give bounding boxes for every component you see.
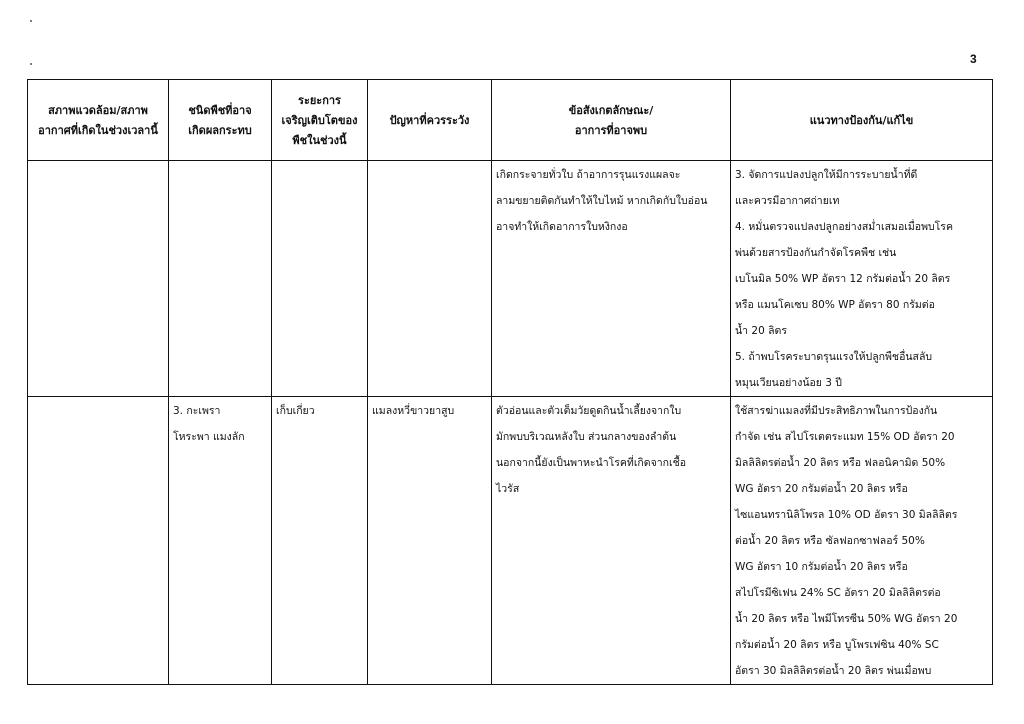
scan-speck bbox=[30, 20, 32, 22]
cell-symptoms: เกิดกระจายทั่วใบ ถ้าอาการรุนแรงแผลจะ ลามขยายติดกันทำให้ใบไหม้ หากเกิดกับใบอ่อน อาจทำให้เกิดอาการใบหงิกงอ bbox=[492, 161, 731, 397]
cell-condition bbox=[28, 397, 169, 685]
header-symptoms: ข้อสังเกตลักษณะ/ อาการที่อาจพบ bbox=[492, 80, 731, 161]
cell-problem bbox=[368, 161, 492, 397]
header-growth-stage: ระยะการ เจริญเติบโตของ พืชในช่วงนี้ bbox=[272, 80, 368, 161]
cell-growth-stage bbox=[272, 161, 368, 397]
scan-speck bbox=[30, 63, 32, 65]
cell-crop: 3. กะเพรา โหระพา แมงลัก bbox=[169, 397, 272, 685]
cell-problem: แมลงหวี่ขาวยาสูบ bbox=[368, 397, 492, 685]
table-row bbox=[28, 397, 993, 685]
header-condition: สภาพแวดล้อม/สภาพ อากาศที่เกิดในช่วงเวลานี้ bbox=[28, 80, 169, 161]
page-number: 3 bbox=[970, 52, 977, 66]
cell-condition bbox=[28, 161, 169, 397]
table-row bbox=[28, 161, 993, 397]
cell-crop bbox=[169, 161, 272, 397]
cell-growth-stage: เก็บเกี่ยว bbox=[272, 397, 368, 685]
header-prevention: แนวทางป้องกัน/แก้ไข bbox=[731, 80, 993, 161]
header-crop: ชนิดพืชที่อาจ เกิดผลกระทบ bbox=[169, 80, 272, 161]
cell-prevention: 3. จัดการแปลงปลูกให้มีการระบายน้ำที่ดี และควรมีอากาศถ่ายเท 4. หมั่นตรวจแปลงปลูกอย่างสม่ำเสมอเมื่อพบโรค พ่นด้วยสารป้องกันกำจัดโรคพืช เช่น เบโนมิล 50% WP อัตรา 12 กรัมต่อน้ำ 20 ลิตร หรือ แมนโคเซบ 80% WP อัตรา 80 กรัมต่อ น้ำ 20 ลิตร 5. ถ้าพบโรคระบาดรุนแรงให้ปลูกพืชอื่นสลับ หมุนเวียนอย่างน้อย 3 ปี bbox=[731, 161, 993, 397]
header-problem: ปัญหาที่ควรระวัง bbox=[368, 80, 492, 161]
pest-management-table bbox=[27, 79, 993, 685]
cell-symptoms: ตัวอ่อนและตัวเต็มวัยดูดกินน้ำเลี้ยงจากใบ มักพบบริเวณหลังใบ ส่วนกลางของลำต้น นอกจากนี้ยังเป็นพาหะนำโรคที่เกิดจากเชื้อ ไวรัส bbox=[492, 397, 731, 685]
cell-prevention: ใช้สารฆ่าแมลงที่มีประสิทธิภาพในการป้องกัน กำจัด เช่น สไปโรเตตระแมท 15% OD อัตรา 20 มิลลิลิตรต่อน้ำ 20 ลิตร หรือ ฟลอนิคามิด 50% WG อัตรา 20 กรัมต่อน้ำ 20 ลิตร หรือ ไซแอนทรานิลิโพรล 10% OD อัตรา 30 มิลลิลิตร ต่อน้ำ 20 ลิตร หรือ ซัลฟอกซาฟลอร์ 50% WG อัตรา 10 กรัมต่อน้ำ 20 ลิตร หรือ สไปโรมีซิเฟน 24% SC อัตรา 20 มิลลิลิตรต่อ น้ำ 20 ลิตร หรือ ไพมีโทรซีน 50% WG อัตรา 20 กรัมต่อน้ำ 20 ลิตร หรือ บูโพรเฟซิน 40% SC อัตรา 30 มิลลิลิตรต่อน้ำ 20 ลิตร พ่นเมื่อพบ bbox=[731, 397, 993, 685]
table-header-row bbox=[28, 80, 993, 161]
